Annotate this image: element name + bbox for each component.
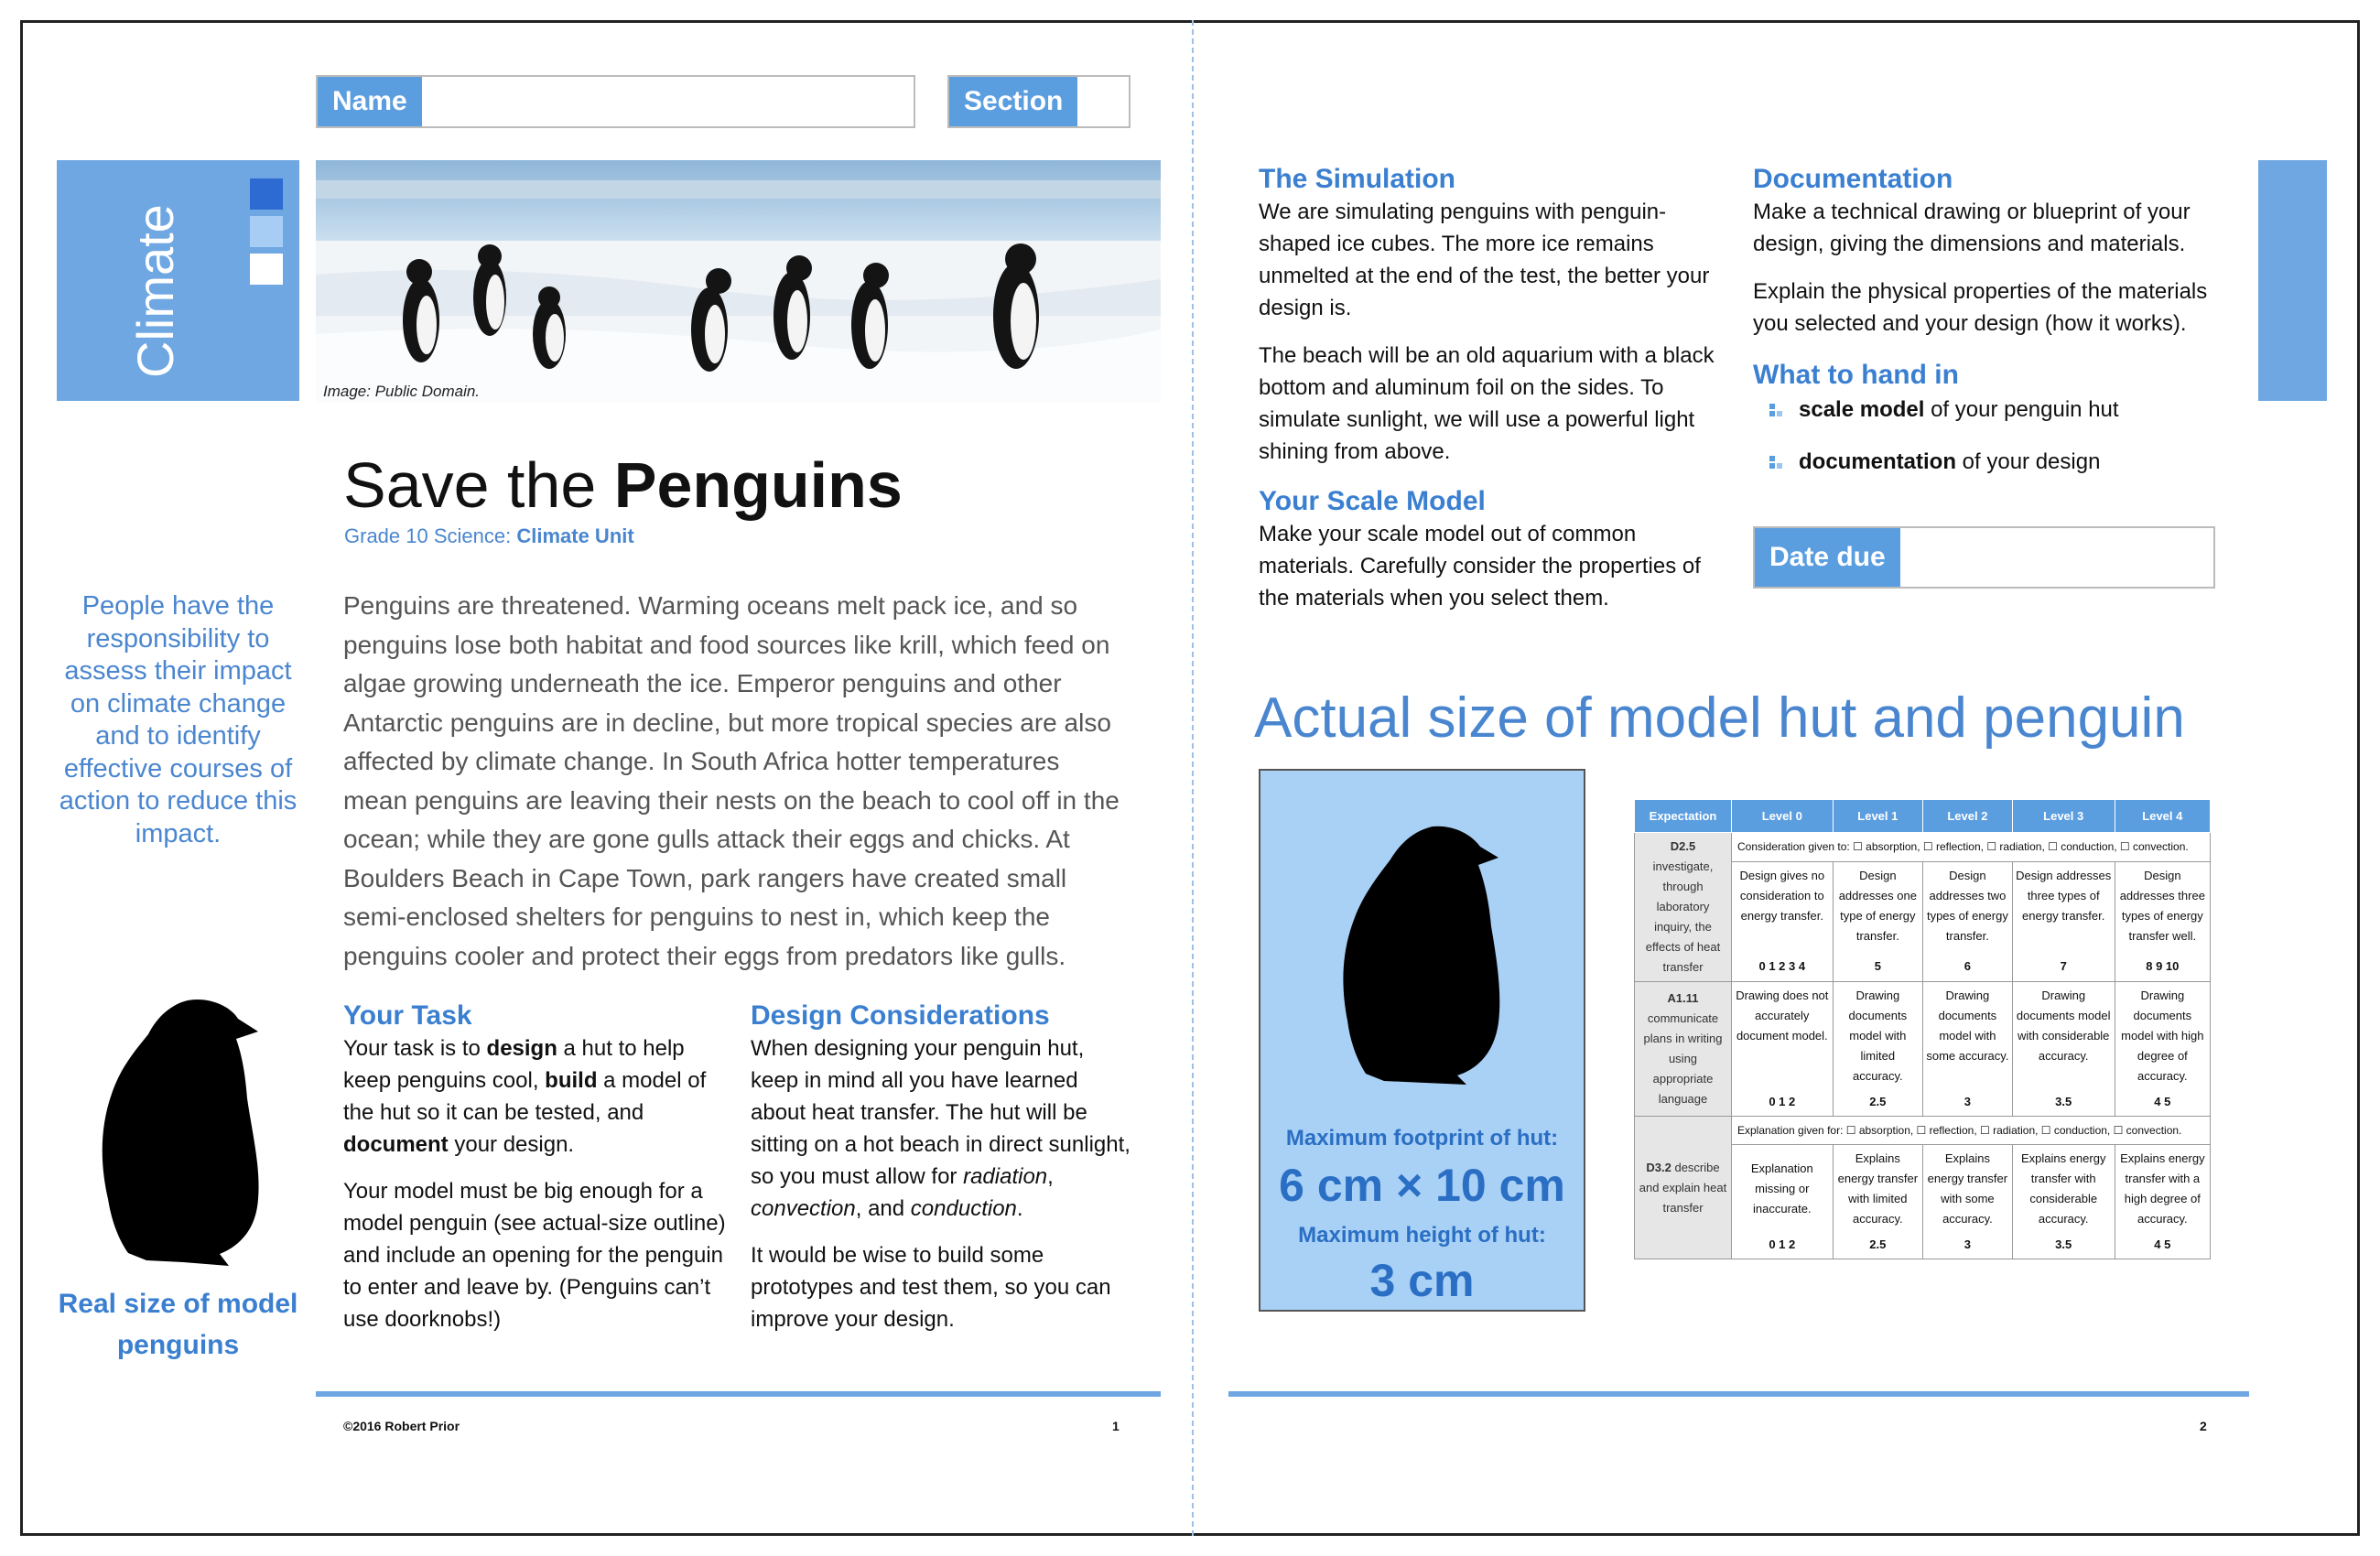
score-cell: 2.5 <box>1833 1233 1922 1259</box>
documentation-section <box>1753 163 2229 340</box>
rubric-header: Level 2 <box>1923 800 2013 833</box>
rubric-cell: Explains energy transfer with limited accuracy. <box>1833 1145 1922 1234</box>
score-cell: 7 <box>2012 955 2115 982</box>
exp-text: investigate, through laboratory inquiry, the effects of heat transfer <box>1645 859 1721 974</box>
design-text-1: When designing your penguin hut, keep in mind all you have learned about heat transfer. The hut will be sitting on a hot beach in direct sunlight, so you must allow for <box>751 1036 1130 1189</box>
intro-paragraph: Penguins are threatened. Warming oceans melt pack ice, and so penguins lose both habitat and food sources like krill, which feed on algae growing underneath the ice. Emperor penguins and other Antarctic penguins are in decline, but more tropical species are also affected by climate change. In South Africa hotter temperatures mean penguins are leaving their nests on the beach to cool off in the ocean; while they are gone gulls attack their eggs and chicks. At Boulders Beach in Cape Town, park rangers have created small semi-enclosed shelters for penguins to nest in, which keep the penguins cooler and protect their eggs from predators like gulls. <box>343 591 1120 970</box>
page-number-1: 1 <box>1112 1419 1120 1433</box>
design-text-2: , <box>1047 1164 1054 1189</box>
right-edge-tab <box>2258 160 2327 401</box>
exp-code: D2.5 <box>1670 839 1696 853</box>
level-square-light <box>250 216 283 247</box>
task-text-4: your design. <box>448 1132 575 1157</box>
task-text-1: Your task is to <box>343 1036 487 1061</box>
expectation-cell <box>1635 1117 1732 1259</box>
score-cell: 4 5 <box>2115 1090 2210 1117</box>
your-task-p2: Your model must be big enough for a model penguin (see actual-size outline) and include an opening for the penguin to enter and leave by. (Penguins can’t use doorknobs!) <box>343 1179 726 1332</box>
rubric-cell: Design addresses three types of energy transfer well. <box>2115 862 2210 955</box>
score-cell: 4 5 <box>2115 1233 2210 1259</box>
rubric-cell: Drawing documents model with considerable accuracy. <box>2012 982 2115 1091</box>
score-cell: 3.5 <box>2012 1090 2115 1117</box>
subtitle-prefix: Grade 10 Science: <box>344 524 517 547</box>
rubric-cell: Design addresses three types of energy transfer. <box>2012 862 2115 955</box>
rubric-cell: Explains energy transfer with some accuracy. <box>1923 1145 2013 1234</box>
design-text-4: . <box>1016 1196 1023 1221</box>
exp-text: communicate plans in writing using appropriate language <box>1643 1011 1723 1106</box>
hand-in-item <box>1753 446 2229 478</box>
footprint-label: Maximum footprint of hut: <box>1285 1126 1559 1151</box>
height-label: Maximum height of hut: <box>1298 1223 1546 1248</box>
rubric-cell: Explains energy transfer with a high degree of accuracy. <box>2115 1145 2210 1234</box>
hut-footprint-box <box>1259 769 1585 1312</box>
climate-tab-label: Climate <box>126 204 184 378</box>
score-cell: 0 1 2 <box>1732 1233 1834 1259</box>
rubric-cell: Design gives no consideration to energy transfer. <box>1732 862 1834 955</box>
rubric-header: Level 0 <box>1732 800 1834 833</box>
scale-model-p1: Make your scale model out of common materials. Carefully consider the properties of the materials when you select them. <box>1259 522 1701 611</box>
rubric-cell: Explains energy transfer with considerable accuracy. <box>2012 1145 2115 1234</box>
footer-rule-left <box>316 1391 1161 1397</box>
rubric-cell: Drawing documents model with some accuracy. <box>1923 982 2013 1091</box>
hand-in-item-2-rest: of your design <box>1956 449 2101 474</box>
design-text-3: , and <box>855 1196 911 1221</box>
hand-in-item <box>1753 394 2229 426</box>
task-bold-build: build <box>545 1068 598 1093</box>
table-row <box>1635 1117 2211 1145</box>
task-bold-document: document <box>343 1132 449 1157</box>
rubric-cell: Explanation missing or inaccurate. <box>1732 1145 1834 1234</box>
hand-in-item-2-strong: documentation <box>1799 449 1956 474</box>
rubric-cell: Design addresses two types of energy transfer. <box>1923 862 2013 955</box>
photo-caption: Image: Public Domain. <box>323 383 481 400</box>
level-square-dark <box>250 178 283 210</box>
rubric-header: Level 3 <box>2012 800 2115 833</box>
table-row <box>1635 982 2211 1091</box>
footer-rule-right <box>1228 1391 2249 1397</box>
score-cell: 0 1 2 <box>1732 1090 1834 1117</box>
hand-in-section <box>1753 359 2229 478</box>
footprint-value: 6 cm × 10 cm <box>1279 1160 1565 1211</box>
scale-model-heading: Your Scale Model <box>1259 486 1486 516</box>
rubric-cell: Drawing documents model with limited accuracy. <box>1833 982 1922 1091</box>
date-due-label: Date due <box>1755 528 1900 587</box>
explanation-note: Explanation given for: ☐ absorption, ☐ reflection, ☐ radiation, ☐ conduction, ☐ convection. <box>1732 1117 2211 1145</box>
title-prefix: Save the <box>343 449 614 521</box>
bullet-icon <box>1769 404 1782 416</box>
design-p1 <box>751 1032 1135 1225</box>
your-task-heading: Your Task <box>343 1000 472 1031</box>
task-text-3: a model of the hut so it can be tested, and <box>343 1068 707 1125</box>
score-cell: 3 <box>1923 1090 2013 1117</box>
expectation-cell <box>1635 833 1732 982</box>
scale-model-section <box>1259 485 1726 614</box>
score-cell: 6 <box>1923 955 2013 982</box>
rubric-header: Level 1 <box>1833 800 1922 833</box>
rubric-cell: Design addresses one type of energy transfer. <box>1833 862 1922 955</box>
sidebar-quote: People have the responsibility to assess their impact on climate change and to identify effective courses of action to reduce this impact. <box>59 591 298 848</box>
expectation-cell <box>1635 982 1732 1117</box>
your-task-p1 <box>343 1032 728 1161</box>
page-number-2: 2 <box>2200 1419 2207 1433</box>
copyright: ©2016 Robert Prior <box>343 1419 460 1433</box>
rubric-header: Expectation <box>1635 800 1732 833</box>
simulation-p1: We are simulating penguins with penguin-shaped ice cubes. The more ice remains unmelted at the end of the test, the better your design is. <box>1259 200 1710 320</box>
score-cell: 3.5 <box>2012 1233 2115 1259</box>
task-bold-design: design <box>486 1036 557 1061</box>
design-italic-conduction: conduction <box>910 1196 1017 1221</box>
score-cell: 5 <box>1833 955 1922 982</box>
design-italic-convection: convection <box>751 1196 856 1221</box>
exp-text: describe and explain heat transfer <box>1639 1160 1727 1215</box>
subtitle-strong: Climate Unit <box>516 524 634 547</box>
rubric-cell: Drawing does not accurately document model. <box>1732 982 1834 1091</box>
consideration-note: Consideration given to: ☐ absorption, ☐ reflection, ☐ radiation, ☐ conduction, ☐ convection. <box>1732 833 2211 862</box>
name-field[interactable] <box>316 75 915 128</box>
simulation-section <box>1259 163 1726 468</box>
penguin-outline-icon <box>1334 821 1517 1086</box>
documentation-heading: Documentation <box>1753 164 1953 194</box>
section-field[interactable] <box>947 75 1130 128</box>
task-text-2: a hut to help keep penguins cool, <box>343 1036 685 1093</box>
date-due-field[interactable] <box>1753 526 2215 589</box>
rubric-table <box>1634 799 2211 1259</box>
penguin-caption: Real size of model penguins <box>58 1289 298 1360</box>
table-row <box>1635 833 2211 862</box>
hand-in-item-1-strong: scale model <box>1799 397 1925 422</box>
documentation-p2: Explain the physical properties of the materials you selected and your design (how it works). <box>1753 279 2208 336</box>
design-considerations-section <box>751 1000 1135 1335</box>
subtitle <box>344 524 634 548</box>
penguin-photo <box>316 160 1161 403</box>
design-italic-radiation: radiation <box>963 1164 1048 1189</box>
design-heading: Design Considerations <box>751 1000 1050 1031</box>
your-task-section <box>343 1000 728 1335</box>
simulation-heading: The Simulation <box>1259 164 1456 194</box>
exp-code: D3.2 <box>1646 1160 1671 1174</box>
score-cell: 8 9 10 <box>2115 955 2210 982</box>
simulation-p2: The beach will be an old aquarium with a black bottom and aluminum foil on the sides. To simulate sunlight, we will use a powerful light shining from above. <box>1259 343 1715 464</box>
exp-code: A1.11 <box>1667 991 1699 1005</box>
section-label: Section <box>949 77 1077 126</box>
score-cell: 2.5 <box>1833 1090 1922 1117</box>
bullet-icon <box>1769 456 1782 469</box>
title-strong: Penguins <box>613 449 903 521</box>
level-square-white <box>250 254 283 285</box>
name-label: Name <box>318 77 422 126</box>
hand-in-heading: What to hand in <box>1753 360 1959 390</box>
actual-size-heading: Actual size of model hut and penguin <box>1254 686 2185 750</box>
score-cell: 0 1 2 3 4 <box>1732 955 1834 982</box>
rubric-header-row <box>1635 800 2211 833</box>
documentation-p1: Make a technical drawing or blueprint of your design, giving the dimensions and materials. <box>1753 200 2191 256</box>
climate-tab <box>57 160 299 401</box>
score-cell: 3 <box>1923 1233 2013 1259</box>
rubric-cell: Drawing documents model with high degree of accuracy. <box>2115 982 2210 1091</box>
height-value: 3 cm <box>1369 1255 1475 1306</box>
page-title <box>343 448 903 522</box>
hand-in-item-1-rest: of your penguin hut <box>1924 397 2119 422</box>
rubric-header: Level 4 <box>2115 800 2210 833</box>
penguin-silhouette-icon <box>92 993 275 1268</box>
page-divider <box>1192 20 1194 1536</box>
design-p2: It would be wise to build some prototypes and test them, so you can improve your design. <box>751 1243 1111 1332</box>
